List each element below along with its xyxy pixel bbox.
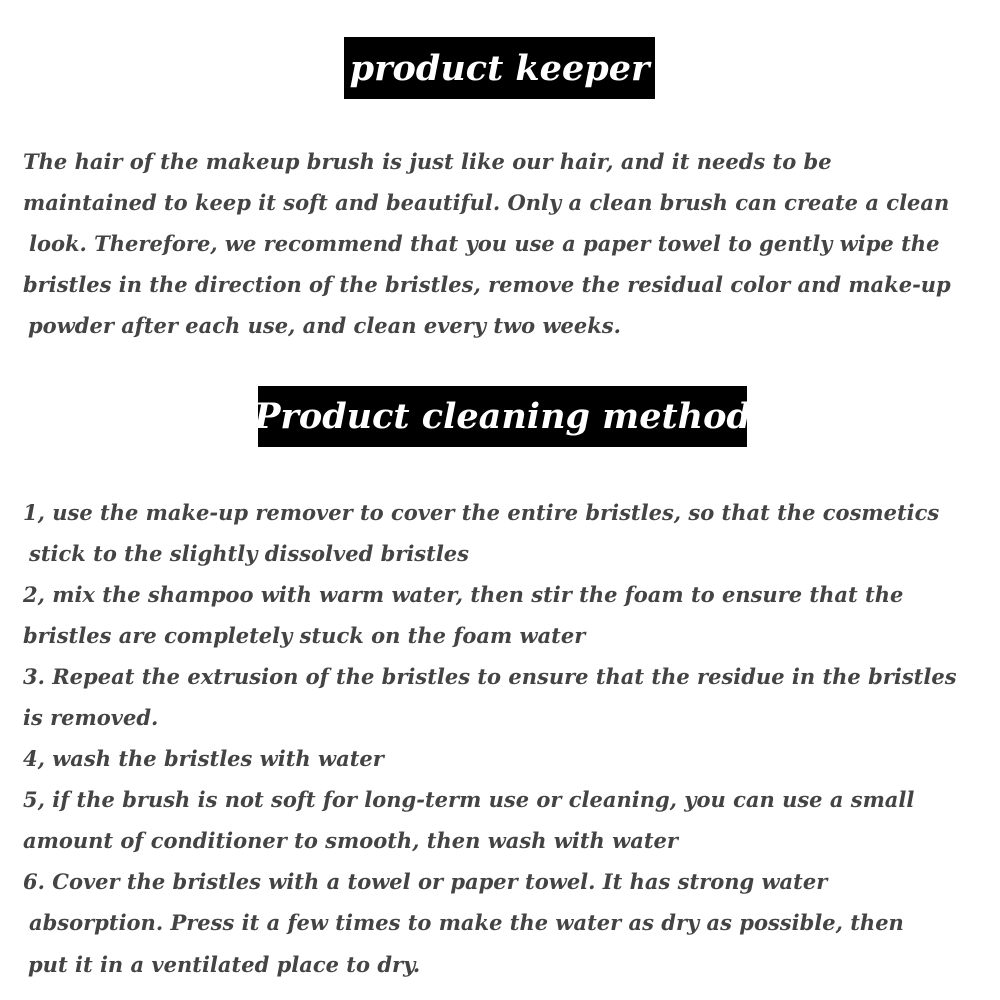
step-line: 3. Repeat the extrusion of the bristles to ensure that the residue in the bristles: [23, 664, 957, 689]
paragraph-line: powder after each use, and clean every two weeks.: [28, 313, 621, 338]
paragraph-line: maintained to keep it soft and beautiful. Only a clean brush can create a clean: [23, 190, 950, 215]
step-line: 4, wash the bristles with water: [23, 746, 384, 771]
step-line: absorption. Press it a few times to make the water as dry as possible, then: [29, 910, 904, 935]
paragraph-line: bristles in the direction of the bristles, remove the residual color and make-up: [23, 272, 951, 297]
step-line: put it in a ventilated place to dry.: [28, 952, 421, 977]
step-line: 5, if the brush is not soft for long-term use or cleaning, you can use a small: [23, 787, 915, 812]
paragraph-line: look. Therefore, we recommend that you use a paper towel to gently wipe the: [29, 231, 940, 256]
step-line: 6. Cover the bristles with a towel or paper towel. It has strong water: [23, 869, 828, 894]
step-line: 2, mix the shampoo with warm water, then stir the foam to ensure that the: [23, 582, 904, 607]
paragraph-line: The hair of the makeup brush is just like our hair, and it needs to be: [23, 149, 832, 174]
step-line: stick to the slightly dissolved bristles: [29, 541, 469, 566]
step-line: amount of conditioner to smooth, then wash with water: [23, 828, 678, 853]
product-keeper-heading: product keeper: [344, 37, 655, 99]
cleaning-method-heading: Product cleaning method: [258, 386, 747, 447]
step-line: bristles are completely stuck on the foam water: [23, 623, 586, 648]
step-line: is removed.: [23, 705, 159, 730]
step-line: 1, use the make-up remover to cover the entire bristles, so that the cosmetics: [23, 500, 940, 525]
